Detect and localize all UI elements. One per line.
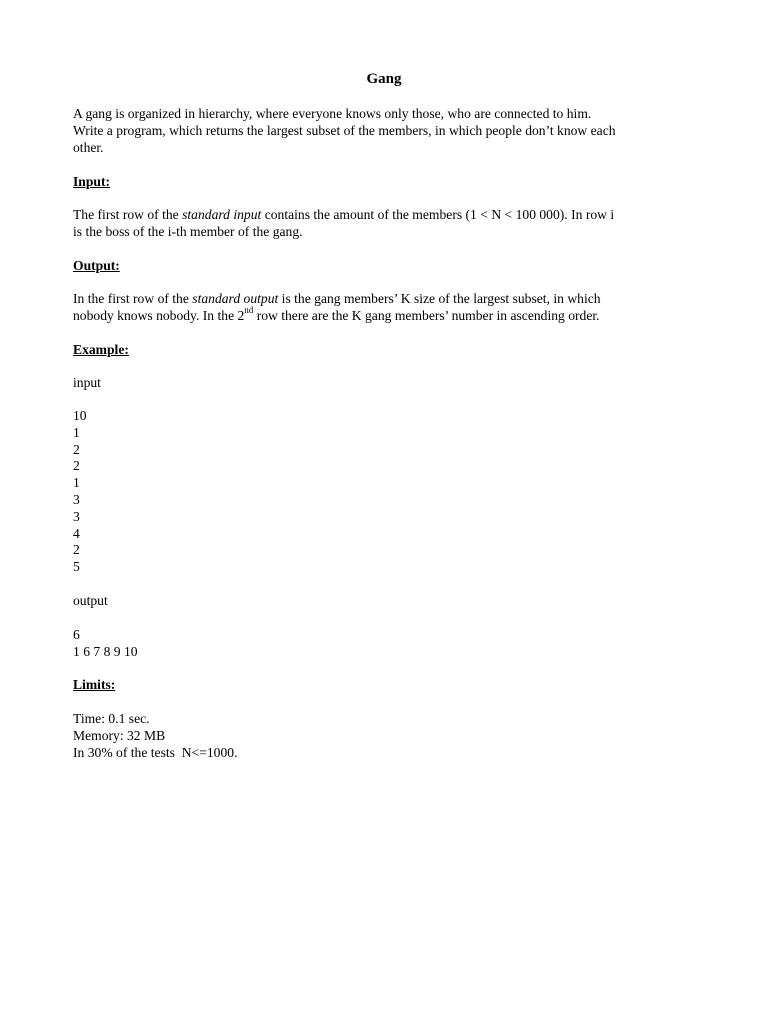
example-output-values	[73, 627, 703, 661]
output-heading: Output:	[73, 258, 120, 273]
intro-line: other.	[73, 139, 104, 155]
example-heading: Example:	[73, 342, 129, 357]
limit-item: In 30% of the tests N<=1000.	[73, 744, 238, 760]
example-input-value: 3	[73, 508, 80, 524]
input-paragraph	[73, 207, 703, 241]
input-emphasis: standard input	[182, 207, 262, 222]
input-text-part: contains the amount of the members (1 < N < 100 000). In row i	[261, 207, 615, 222]
limit-item: Time: 0.1 sec.	[73, 711, 150, 726]
example-input-value: 10	[73, 408, 87, 423]
ordinal-superscript: nd	[244, 305, 254, 316]
output-text-part: In the first row of the	[73, 291, 193, 306]
intro-line: A gang is organized in hierarchy, where everyone knows only those, who are connected to him.	[73, 106, 592, 121]
limit-item: Memory: 32 MB	[73, 727, 166, 743]
example-input-value: 5	[73, 559, 80, 575]
intro-line: Write a program, which returns the largest subset of the members, in which people don’t know each	[73, 122, 616, 138]
limits-heading: Limits:	[73, 677, 116, 692]
example-input-value: 1	[73, 424, 80, 440]
example-output-value: 6	[73, 627, 80, 642]
limits-list	[73, 711, 703, 761]
input-line: is the boss of the i-th member of the gang.	[73, 223, 303, 239]
example-input-value: 4	[73, 525, 80, 541]
output-paragraph	[73, 291, 703, 325]
example-input-value: 2	[73, 458, 80, 474]
document-title: Gang	[366, 71, 402, 87]
example-input-label: input	[73, 375, 101, 390]
example-input-values	[73, 408, 703, 576]
output-line	[73, 291, 703, 308]
output-text-part: nobody knows nobody. In the 2	[73, 307, 245, 323]
example-input-value: 3	[73, 491, 80, 507]
intro-paragraph	[73, 106, 703, 156]
output-text-part: is the gang members’ K size of the largest subset, in which	[278, 291, 601, 306]
output-line	[73, 305, 703, 325]
output-text-part: row there are the K gang members’ number in ascending order.	[253, 307, 600, 323]
input-text-part: The first row of the	[73, 207, 183, 222]
example-input-value: 2	[73, 441, 80, 457]
example-output-label: output	[73, 593, 108, 608]
input-line	[73, 207, 703, 224]
example-output-value: 1 6 7 8 9 10	[73, 643, 138, 659]
example-input-value: 2	[73, 542, 80, 558]
output-emphasis: standard output	[192, 291, 279, 306]
example-input-value: 1	[73, 475, 80, 491]
input-heading: Input:	[73, 174, 111, 189]
